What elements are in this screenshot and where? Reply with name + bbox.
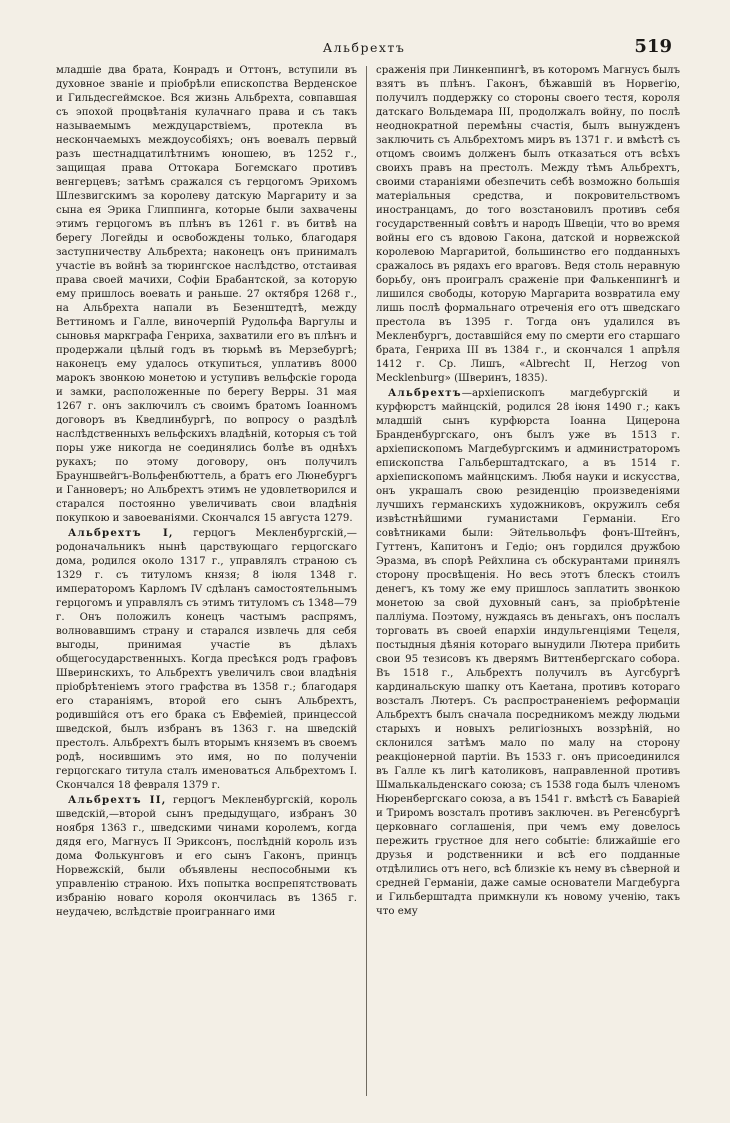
entry-headword: Альбрехтъ II,: [68, 794, 167, 806]
entry-text: герцогъ Мекленбургскій, король шведскій,—второй сынъ предыдущаго, избранъ 30 ноября 1363 г., шведскими чинами королемъ, когда дядя его, Магнусъ II Эриксонъ, послѣдній король изъ дома Фолькунговъ и его сынъ Гаконъ, принцъ Норвежскій, были объявлены неспособными къ управленію страною. Ихъ попытка воспрепятствовать избранію новаго короля окончилась въ 1365 г. неудачею, вслѣдствіе проиграннаго ими: [56, 795, 357, 918]
running-head: Альбрехтъ: [322, 40, 406, 55]
right-column: [376, 64, 680, 1104]
article-entry: [56, 526, 357, 793]
entry-text: герцогъ Мекленбургскій,—родоначальникъ нынѣ царствующаго герцогскаго дома, родился около 1317 г., управлялъ страною съ 1329 г. съ титуломъ князя; 8 іюля 1348 г. императоромъ Карломъ IV сдѣланъ самостоятельнымъ герцогомъ и управлялъ съ этимъ титуломъ съ 1348—79 г. Онъ положилъ конецъ частымъ распрямъ, волновавшимъ страну и старался извлечь для себя выгоды, принимая участіе въ дѣлахъ общегосударственныхъ. Когда пресѣкся родъ графовъ Шверинскихъ, то Альбрехтъ увеличилъ свои владѣнія пріобрѣтеніемъ этого графства въ 1358 г.; благодаря его стараніямъ, второй его сынъ Альбрехтъ, родившійся отъ его брака съ Евфеміей, принцессой шведской, былъ избранъ въ 1363 г. на шведскій престолъ. Альбрехтъ былъ вторымъ княземъ въ своемъ родѣ, носившимъ это имя, но по полученіи герцогскаго титула сталъ именоваться Альбрехтомъ I. Скончался 18 февраля 1379 г.: [56, 528, 357, 791]
article-entry: [56, 793, 357, 920]
column-divider: [366, 66, 367, 1096]
entry-text: —архіепископъ магдебургскій и курфюрстъ майнцскій, родился 28 іюня 1490 г.; какъ младшій сынъ курфюрста Іоанна Цицерона Бранденбургскаго, онъ былъ уже въ 1513 г. архіепископомъ Магдебургскимъ и администраторомъ епископства Гальберштадтскаго, а въ 1514 г. архіепископомъ майнцскимъ. Любя науки и искусства, онъ украшалъ свою резиденцію произведеніями лучшихъ германскихъ художниковъ, окружилъ себя извѣстнѣйшими гуманистами Германіи. Его совѣтниками были: Эйтельвольфъ фонъ-Штейнъ, Гуттенъ, Капитонъ и Гедіо; онъ гордился дружбою Эразма, въ спорѣ Рейхлина съ обскурантами принялъ сторону просвѣщенія. Но весь этотъ блескъ стоилъ денегъ, къ тому же ему пришлось заплатить звонкою монетою за свой духовный санъ, за пріобрѣтеніе палліума. Поэтому, нуждаясь въ деньгахъ, онъ послалъ торговать въ своей епархіи индульгенціями Тецеля, постыдныя дѣянія котораго вынудили Лютера прибить свои 95 тезисовъ къ дверямъ Виттенбергскаго собора. Въ 1518 г., Альбрехтъ получилъ въ Аугсбургѣ кардинальскую шапку отъ Каетана, противъ котораго возсталъ Лютеръ. Съ распространеніемъ реформаціи Альбрехтъ былъ сначала посредникомъ между людьми старыхъ и новыхъ религіозныхъ воззрѣній, но склонился затѣмъ мало по малу на сторону реакціонерной партіи. Въ 1533 г. онъ присоединился въ Галле къ лигѣ католиковъ, направленной противъ Шмалькальденскаго союза; съ 1538 года былъ членомъ Нюренбергскаго союза, а въ 1541 г. вмѣстѣ съ Баваріей и Триромъ возсталъ противъ заключен. въ Регенсбургѣ церковнаго соглашенія, при чемъ ему довелось пережить грустное для него событіе: ближайшіе его друзья и родственники и всѣ его подданные отдѣлились отъ него, всѣ близкіе къ нему въ сѣверной и средней Германіи, даже самые основатели Магдебурга и Гильберштадта примкнули къ новому ученію, такъ что ему: [376, 388, 680, 917]
article-paragraph: [56, 64, 357, 526]
page-header: [56, 36, 672, 58]
page-number: 519: [634, 36, 672, 57]
article-entry: [376, 386, 680, 919]
entry-headword: Альбрехтъ: [388, 387, 462, 399]
article-paragraph: [376, 64, 680, 386]
entry-headword: Альбрехтъ I,: [68, 527, 174, 539]
left-column: [56, 64, 357, 1104]
paragraph-text: сраженія при Линкенпингѣ, въ которомъ Магнусъ былъ взятъ въ плѣнъ. Гаконъ, бѣжавшій въ Норвегію, получилъ поддержку со стороны своего тестя, короля датскаго Вольдемара III, продолжалъ войну, по послѣ неоднократной перемѣны счастія, былъ вынужденъ заключить съ Альбрехтомъ миръ въ 1371 г. и вмѣстѣ съ отцомъ своимъ долженъ былъ отказаться отъ всѣхъ своихъ правъ на престолъ. Между тѣмъ Альбрехтъ, своими стараніями обезпечить себѣ возможно большія матеріальныя средства, и покровительствомъ иностранцамъ, до того возстановилъ противъ себя государственный совѣтъ и народъ Швеціи, что во время войны его съ вдовою Гакона, датской и норвежской королевою Маргаритой, большинство его подданныхъ сражалось въ рядахъ его враговъ. Ведя столь неравную борьбу, онъ проигралъ сраженіе при Фалькенпингѣ и лишился свободы, которую Маргарита возвратила ему лишь послѣ формальнаго отреченія его отъ шведскаго престола въ 1395 г. Тогда онъ удалился въ Мекленбургъ, доставшійся ему по смерти его старшаго брата, Генриха III въ 1384 г., и скончался 1 апрѣля 1412 г. Ср. Лишъ, «Albrecht II, Herzog von Mecklenburg» (Шверинъ, 1835).: [376, 65, 680, 384]
paragraph-text: младшіе два брата, Конрадъ и Оттонъ, вступили въ духовное званіе и пріобрѣли епископства Верденское и Гильдесгеймское. Вся жизнь Альбрехта, совпавшая съ эпохой процвѣтанія кулачнаго права и съ такъ называемымъ междуцарствіемъ, протекла въ нескончаемыхъ междоусобіяхъ; онъ воевалъ первый разъ шестнадцатилѣтнимъ юношею, въ 1252 г., защищая права Оттокара Богемскаго противъ венгерцевъ; затѣмъ сражался съ герцогомъ Эрихомъ Шлезвигскимъ за королеву датскую Маргариту и за сына ея Эрика Глиппинга, которые были захвачены этимъ герцогомъ въ плѣнъ въ 1261 г. въ битвѣ на берегу Логейды и освобождены только, благодаря заступничеству Альбрехта; наконецъ онъ принималъ участіе въ войнѣ за тюрингское наслѣдство, отстаивая права своей мачихи, Софіи Брабантской, за которую ему пришлось воевать и раньше. 27 октября 1268 г., на Альбрехта напали въ Безенштедтѣ, между Веттиномъ и Галле, виночерпій Рудольфа Варгулы и сыновья маркграфа Генриха, захватили его въ плѣнъ и продержали цѣлый годъ въ тюрьмѣ въ Мерзебургѣ; наконецъ ему удалось откупиться, уплативъ 8000 марокъ звонкою монетою и уступивъ вельфскіе города и замки, расположенные по берегу Верры. 31 мая 1267 г. онъ заключилъ съ своимъ братомъ Іоанномъ договоръ въ Кведлинбургѣ, по вопросу о раздѣлѣ наслѣдственныхъ вельфскихъ владѣній, которыя съ той поры уже никогда не соединялись болѣе въ однѣхъ рукахъ; по этому договору, онъ получилъ Брауншвейгъ-Вольфенбюттель, а братъ его Люнебургъ и Ганноверъ; но Альбрехтъ этимъ не удовлетворился и старался постоянно увеличивать свои владѣнія покупкою и завоеваніями. Скончался 15 августа 1279.: [56, 65, 357, 524]
